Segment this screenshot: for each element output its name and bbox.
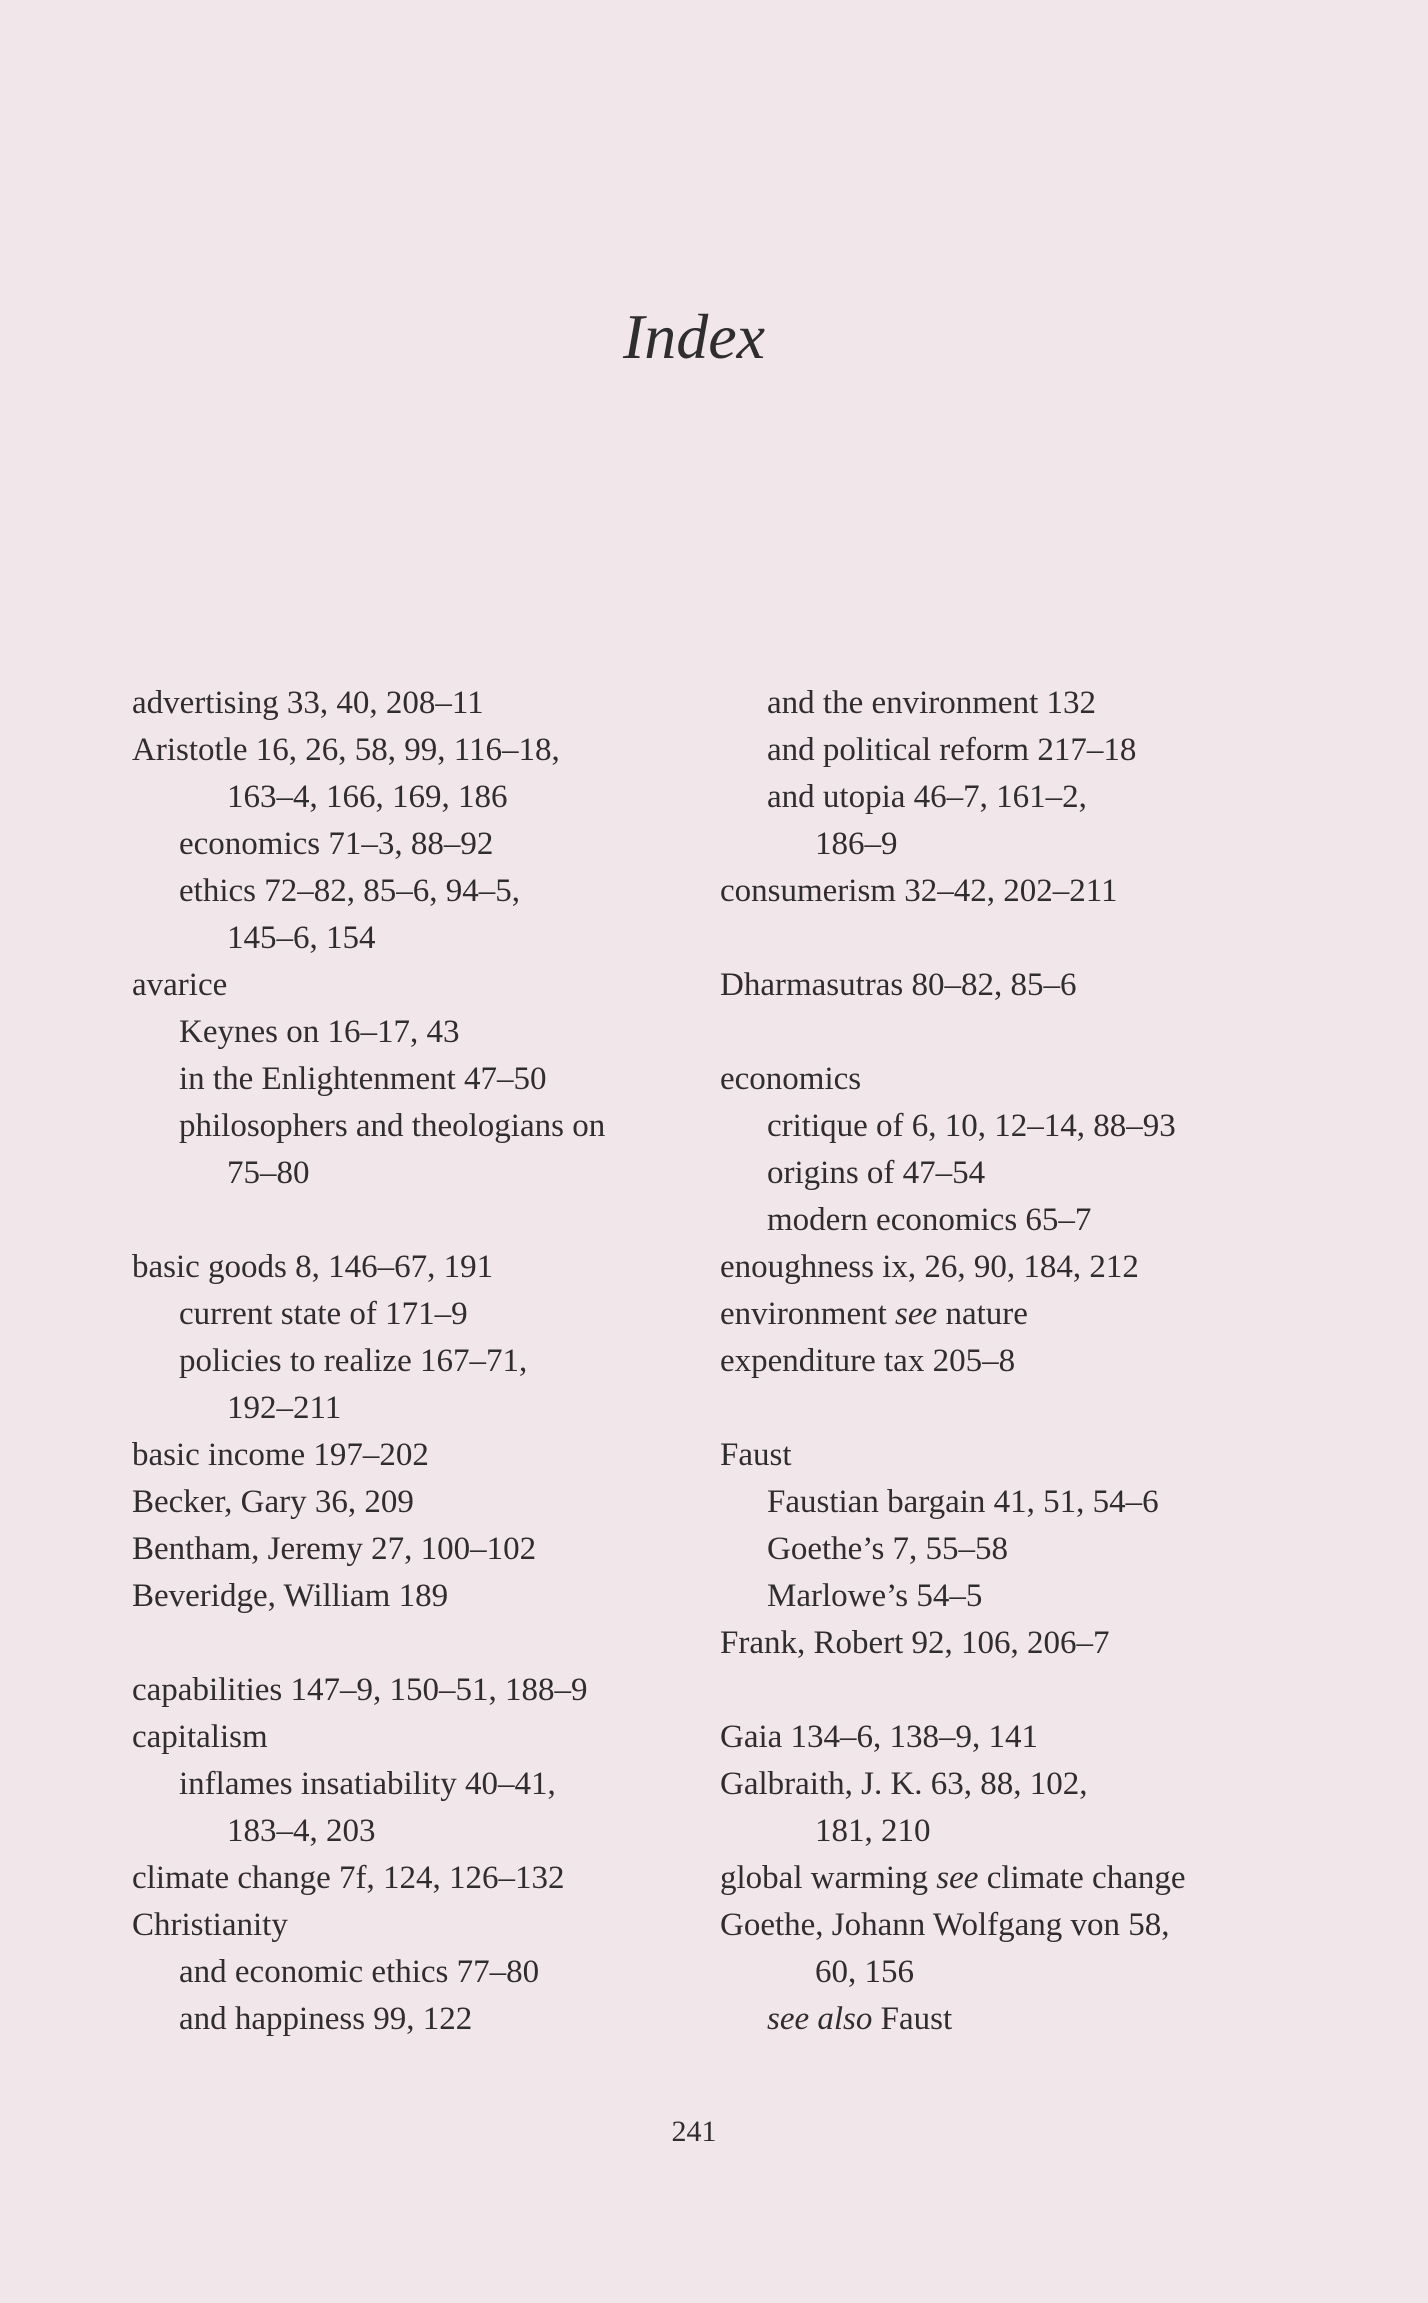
index-entry bbox=[720, 1620, 1320, 1667]
entry-text: 181, 210 bbox=[815, 1813, 931, 1849]
index-entry bbox=[132, 1714, 732, 1761]
entry-text: philosophers and theologians on bbox=[179, 1108, 606, 1144]
entry-text: global warming bbox=[720, 1860, 937, 1896]
index-subentry bbox=[132, 868, 732, 915]
index-subentry bbox=[720, 727, 1320, 774]
entry-text: Galbraith, J. K. 63, 88, 102, bbox=[720, 1766, 1088, 1802]
blank-line bbox=[132, 1197, 732, 1244]
entry-text: Frank, Robert 92, 106, 206–7 bbox=[720, 1625, 1110, 1661]
index-entry bbox=[132, 1244, 732, 1291]
entry-text: 60, 156 bbox=[815, 1954, 914, 1990]
index-entry bbox=[720, 1291, 1320, 1338]
entry-text: Goethe’s 7, 55–58 bbox=[767, 1531, 1009, 1567]
entry-text: Faustian bargain 41, 51, 54–6 bbox=[767, 1484, 1159, 1520]
entry-text: enoughness ix, 26, 90, 184, 212 bbox=[720, 1249, 1139, 1285]
index-subentry bbox=[132, 1761, 732, 1808]
entry-text: 183–4, 203 bbox=[227, 1813, 376, 1849]
cross-reference-target: Faust bbox=[872, 2001, 953, 2037]
entry-text: consumerism 32–42, 202–211 bbox=[720, 873, 1118, 909]
entry-text: and political reform 217–18 bbox=[767, 732, 1137, 768]
entry-text: avarice bbox=[132, 967, 228, 1003]
index-entry bbox=[132, 1479, 732, 1526]
entry-text: Goethe, Johann Wolfgang von 58, bbox=[720, 1907, 1170, 1943]
entry-text: climate change 7f, 124, 126–132 bbox=[132, 1860, 565, 1896]
entry-text: Gaia 134–6, 138–9, 141 bbox=[720, 1719, 1039, 1755]
entry-text: 192–211 bbox=[227, 1390, 342, 1426]
index-entry-continuation bbox=[132, 774, 732, 821]
index-entry bbox=[132, 680, 732, 727]
index-entry bbox=[132, 1667, 732, 1714]
index-entry-continuation bbox=[720, 821, 1320, 868]
entry-text: Beveridge, William 189 bbox=[132, 1578, 449, 1614]
index-entry-continuation bbox=[720, 1808, 1320, 1855]
entry-text: economics bbox=[720, 1061, 862, 1097]
entry-text: Marlowe’s 54–5 bbox=[767, 1578, 983, 1614]
entry-text: basic goods 8, 146–67, 191 bbox=[132, 1249, 494, 1285]
cross-reference-target: nature bbox=[937, 1296, 1028, 1332]
index-subentry bbox=[720, 1103, 1320, 1150]
entry-text: expenditure tax 205–8 bbox=[720, 1343, 1016, 1379]
index-entry bbox=[132, 1526, 732, 1573]
blank-line bbox=[720, 1385, 1320, 1432]
entry-text: Becker, Gary 36, 209 bbox=[132, 1484, 414, 1520]
index-entry bbox=[132, 1432, 732, 1479]
entry-text: Bentham, Jeremy 27, 100–102 bbox=[132, 1531, 537, 1567]
index-subentry bbox=[132, 1996, 732, 2043]
entry-text: 145–6, 154 bbox=[227, 920, 376, 956]
index-subentry bbox=[720, 1526, 1320, 1573]
cross-reference-label: see also bbox=[767, 2001, 873, 2037]
entry-text: basic income 197–202 bbox=[132, 1437, 429, 1473]
entry-text: advertising 33, 40, 208–11 bbox=[132, 685, 484, 721]
entry-text: Keynes on 16–17, 43 bbox=[179, 1014, 460, 1050]
index-entry bbox=[132, 1855, 732, 1902]
index-entry bbox=[720, 1761, 1320, 1808]
entry-text: Faust bbox=[720, 1437, 792, 1473]
index-entry-continuation bbox=[132, 1808, 732, 1855]
blank-line bbox=[720, 1009, 1320, 1056]
index-entry bbox=[720, 1244, 1320, 1291]
index-subentry bbox=[720, 1150, 1320, 1197]
index-subentry bbox=[720, 680, 1320, 727]
index-entry bbox=[720, 1714, 1320, 1761]
cross-reference-label: see bbox=[895, 1296, 938, 1332]
index-entry bbox=[720, 868, 1320, 915]
entry-text: capitalism bbox=[132, 1719, 268, 1755]
index-entry-continuation bbox=[132, 915, 732, 962]
entry-text: inflames insatiability 40–41, bbox=[179, 1766, 556, 1802]
entry-text: and happiness 99, 122 bbox=[179, 2001, 473, 2037]
index-subentry bbox=[132, 821, 732, 868]
cross-reference-target: climate change bbox=[978, 1860, 1186, 1896]
entry-text: economics 71–3, 88–92 bbox=[179, 826, 494, 862]
entry-text: 163–4, 166, 169, 186 bbox=[227, 779, 508, 815]
index-entry bbox=[720, 1056, 1320, 1103]
index-subentry bbox=[132, 1009, 732, 1056]
entry-text: in the Enlightenment 47–50 bbox=[179, 1061, 547, 1097]
index-entry bbox=[132, 1902, 732, 1949]
index-entry bbox=[720, 962, 1320, 1009]
index-subentry bbox=[720, 1573, 1320, 1620]
index-subentry bbox=[720, 1197, 1320, 1244]
entry-text: origins of 47–54 bbox=[767, 1155, 986, 1191]
index-subentry bbox=[132, 1949, 732, 1996]
entry-text: critique of 6, 10, 12–14, 88–93 bbox=[767, 1108, 1176, 1144]
entry-text: and utopia 46–7, 161–2, bbox=[767, 779, 1087, 815]
index-entry bbox=[720, 1432, 1320, 1479]
entry-text: 75–80 bbox=[227, 1155, 310, 1191]
index-entry bbox=[720, 1338, 1320, 1385]
index-entry-continuation bbox=[132, 1385, 732, 1432]
blank-line bbox=[720, 915, 1320, 962]
entry-text: Aristotle 16, 26, 58, 99, 116–18, bbox=[132, 732, 560, 768]
index-subentry bbox=[132, 1291, 732, 1338]
index-entry bbox=[132, 1573, 732, 1620]
blank-line bbox=[132, 1620, 732, 1667]
index-subentry bbox=[720, 1479, 1320, 1526]
index-entry bbox=[720, 1855, 1320, 1902]
entry-text: Dharmasutras 80–82, 85–6 bbox=[720, 967, 1077, 1003]
page-title: Index bbox=[622, 301, 766, 372]
entry-text: capabilities 147–9, 150–51, 188–9 bbox=[132, 1672, 588, 1708]
index-subentry bbox=[132, 1103, 732, 1150]
entry-text: current state of 171–9 bbox=[179, 1296, 468, 1332]
index-column-right bbox=[720, 680, 1320, 2043]
blank-line bbox=[720, 1667, 1320, 1714]
cross-reference-label: see bbox=[936, 1860, 979, 1896]
entry-text: and the environment 132 bbox=[767, 685, 1097, 721]
index-entry bbox=[132, 727, 732, 774]
index-column-left bbox=[132, 680, 732, 2043]
index-entry-continuation bbox=[720, 1949, 1320, 1996]
entry-text: and economic ethics 77–80 bbox=[179, 1954, 540, 1990]
index-subentry bbox=[720, 1996, 1320, 2043]
entry-text: ethics 72–82, 85–6, 94–5, bbox=[179, 873, 520, 909]
entry-text: environment bbox=[720, 1296, 896, 1332]
index-subentry bbox=[720, 774, 1320, 821]
entry-text: policies to realize 167–71, bbox=[179, 1343, 528, 1379]
page-number: 241 bbox=[671, 2115, 717, 2148]
index-subentry bbox=[132, 1056, 732, 1103]
index-entry-continuation bbox=[132, 1150, 732, 1197]
index-entry bbox=[720, 1902, 1320, 1949]
index-subentry bbox=[132, 1338, 732, 1385]
entry-text: 186–9 bbox=[815, 826, 898, 862]
entry-text: modern economics 65–7 bbox=[767, 1202, 1092, 1238]
entry-text: Christianity bbox=[132, 1907, 288, 1943]
index-entry bbox=[132, 962, 732, 1009]
